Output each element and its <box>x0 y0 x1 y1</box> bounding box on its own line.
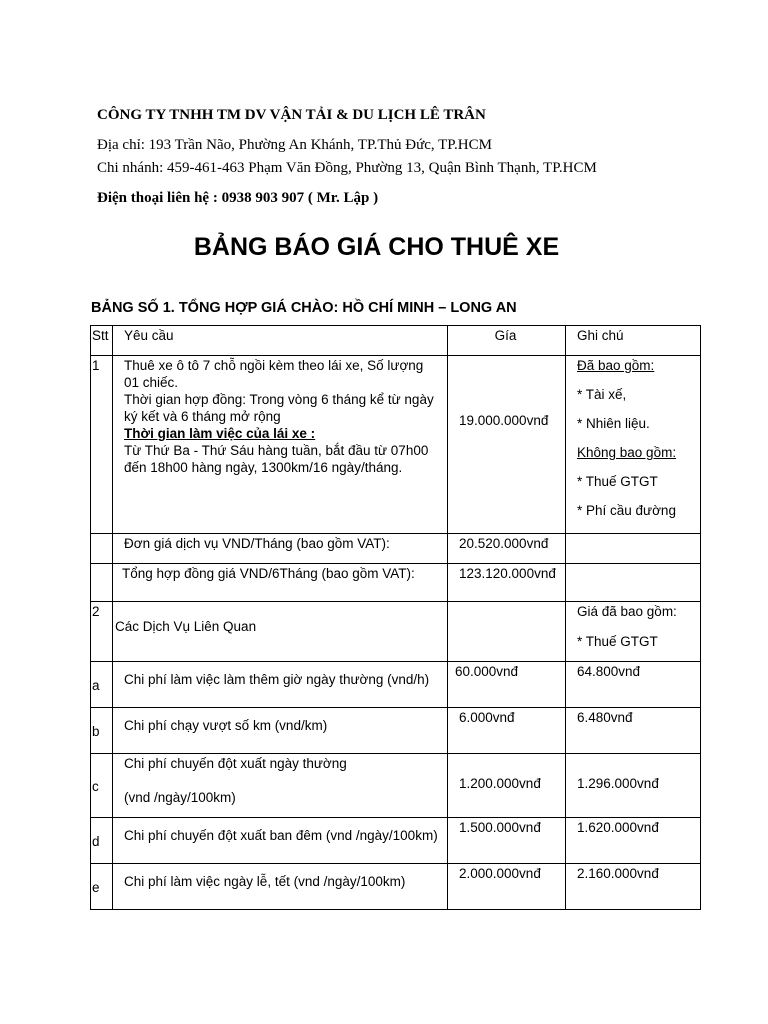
row2-notes <box>566 602 701 662</box>
service-desc-line: (vnd /ngày/100km) <box>124 790 236 805</box>
header-request: Yêu cầu <box>113 326 448 356</box>
service-stt: c <box>91 754 113 818</box>
service-price: 6.000vnđ <box>448 708 566 754</box>
row1-req-line: đến 18h00 hàng ngày, 1300km/16 ngày/tháng. <box>124 460 403 475</box>
service-price: 60.000vnđ <box>448 662 566 708</box>
table-row <box>91 818 701 864</box>
table-title: BẢNG SỐ 1. TỔNG HỢP GIÁ CHÀO: HỒ CHÍ MINH – LONG AN <box>91 300 517 316</box>
unit-price-label: Đơn giá dịch vụ VND/Tháng (bao gồm VAT): <box>113 534 448 564</box>
table-row <box>91 754 701 818</box>
company-address: Địa chỉ: 193 Trần Não, Phường An Khánh, TP.Thủ Đức, TP.HCM <box>97 137 492 153</box>
document-title: BẢNG BÁO GIÁ CHO THUÊ XE <box>193 233 560 261</box>
price-table <box>90 325 701 910</box>
service-note: 2.160.000vnđ <box>566 864 701 910</box>
service-price: 2.000.000vnđ <box>448 864 566 910</box>
row1-req-line: Thuê xe ô tô 7 chỗ ngồi kèm theo lái xe, Số lượng <box>124 358 424 373</box>
row1-req-line: Từ Thứ Ba - Thứ Sáu hàng tuần, bắt đầu từ 07h00 <box>124 443 429 458</box>
table-row <box>91 864 701 910</box>
contact-phone: Điện thoại liên hệ : 0938 903 907 ( Mr. Lập ) <box>97 190 379 206</box>
empty-cell <box>566 564 701 602</box>
service-stt: d <box>91 818 113 864</box>
empty-cell <box>566 534 701 564</box>
service-stt: a <box>91 662 113 708</box>
table-row <box>91 708 701 754</box>
table-header-row <box>91 326 701 356</box>
service-desc <box>113 754 448 818</box>
row1-req-subheading: Thời gian làm việc của lái xe : <box>124 426 316 441</box>
row1-req-line: ký kết và 6 tháng mở rộng <box>124 409 281 424</box>
total-label: Tổng hợp đồng giá VND/6Tháng (bao gồm VAT): <box>113 564 448 602</box>
row1-price: 19.000.000vnđ <box>448 356 566 534</box>
note-excluded-heading: Không bao gồm: <box>577 445 677 460</box>
service-desc: Chi phí chạy vượt số km (vnd/km) <box>113 708 448 754</box>
service-desc-line: Chi phí chuyến đột xuất ngày thường <box>124 756 347 771</box>
service-stt: e <box>91 864 113 910</box>
row1-request <box>113 356 448 534</box>
row2-label: Các Dịch Vụ Liên Quan <box>113 602 448 662</box>
service-note: 6.480vnđ <box>566 708 701 754</box>
header-stt: Stt <box>91 326 113 356</box>
table-row <box>91 662 701 708</box>
row1-req-line: 01 chiếc. <box>124 375 179 390</box>
company-branch: Chi nhánh: 459-461-463 Phạm Văn Đồng, Phường 13, Quận Bình Thạnh, TP.HCM <box>97 160 597 176</box>
note-item: * Tài xế, <box>577 387 627 402</box>
unit-price-row <box>91 534 701 564</box>
service-desc: Chi phí làm việc làm thêm giờ ngày thường (vnd/h) <box>113 662 448 708</box>
row1-stt: 1 <box>91 356 113 534</box>
table-row <box>91 602 701 662</box>
note-item: * Phí cầu đường <box>577 503 676 518</box>
service-note: 1.620.000vnđ <box>566 818 701 864</box>
service-desc: Chi phí chuyến đột xuất ban đêm (vnd /ngày/100km) <box>113 818 448 864</box>
unit-price-value: 20.520.000vnđ <box>448 534 566 564</box>
note-item: * Thuế GTGT <box>577 474 658 489</box>
service-stt: b <box>91 708 113 754</box>
row1-notes <box>566 356 701 534</box>
service-price: 1.500.000vnđ <box>448 818 566 864</box>
service-note: 1.296.000vnđ <box>566 754 701 818</box>
row2-stt: 2 <box>91 602 113 662</box>
total-value: 123.120.000vnđ <box>448 564 566 602</box>
note-item: * Nhiên liệu. <box>577 416 650 431</box>
header-note: Ghi chú <box>566 326 701 356</box>
row1-req-line: Thời gian hợp đồng: Trong vòng 6 tháng kể từ ngày <box>124 392 434 407</box>
empty-cell <box>91 534 113 564</box>
service-price: 1.200.000vnđ <box>448 754 566 818</box>
empty-cell <box>448 602 566 662</box>
service-desc: Chi phí làm việc ngày lễ, tết (vnd /ngày/100km) <box>113 864 448 910</box>
note-item: * Thuế GTGT <box>577 634 658 649</box>
company-name: CÔNG TY TNHH TM DV VẬN TẢI & DU LỊCH LÊ TRÂN <box>97 107 486 123</box>
note-included-heading: Đã bao gồm: <box>577 358 655 373</box>
total-row <box>91 564 701 602</box>
note-included-heading: Giá đã bao gồm: <box>577 604 677 619</box>
empty-cell <box>91 564 113 602</box>
service-note: 64.800vnđ <box>566 662 701 708</box>
header-price: Gía <box>448 326 566 356</box>
table-row <box>91 356 701 534</box>
